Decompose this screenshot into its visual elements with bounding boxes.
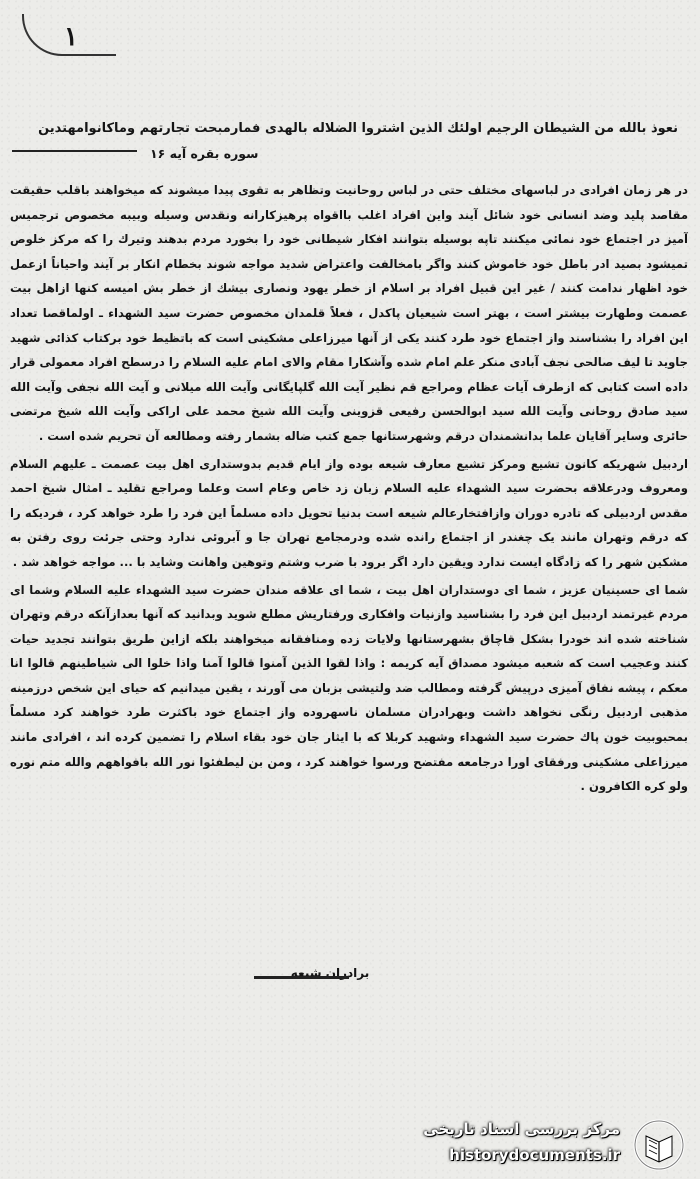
closing-signature: برادران شیعه [290,966,370,980]
header-underline [12,150,137,152]
surah-reference: سوره بقره آیه ۱۶ [150,146,259,161]
paragraph-2: اردبیل شهریکه کانون تشیع ومرکز تشیع معارف شیعه بوده واز ایام قدیم بدوستداری اهل بیت عصمت ـ علیهم السلام ومعروف ودرعلاقه بحضرت سید الشهداء علیه السلام زبان زد خاص وعام است وعلما ومراجع تقلید ـ امثال شیخ احمد مقدس اردبیلی که تادره دوران وازافتخارعالم شیعه است بدنیا تحویل داده مسلماً این فرد را طرد خواهد کرد ، فردیکه را که درقم وتهران مانند یک چغندر از اجتماع رانده شده ودرمجامع تهران جا و آبروئی ندارد وحتی جرئت روی رفتن به مشکین شهر را که زادگاه ایست ندارد ویقین دارد اگر برود با ضرب وشتم وتوهین واهانت وشاید با ... مواجه خواهد شد . [10,456,688,569]
page-number-mark [22,14,116,56]
watermark-site: historydocuments.ir [449,1146,620,1164]
book-logo-icon [632,1118,686,1172]
watermark [422,1116,692,1172]
watermark-org-name: مرکز بررسی اسناد تاریخی [423,1120,620,1138]
page-number: ۱ [64,22,78,52]
closing-underline [254,976,349,979]
paragraph-3: شما ای حسینیان عزیز ، شما ای دوستداران اهل بیت ، شما ای علاقه مندان حضرت سید الشهداء علیه السلام وشما ای مردم غیرتمند اردبیل این فرد را بشناسید وازنیات وافکاری ورفتاریش مطلع شوید وبدانید که آنها بعدازآنکه درقم وتهران شناخته شده اند خودرا بشکل قاچاق بشهرستانها ولایات زده ومنافقانه میخواهند بلکه ازاین طریق بتوانند تجدید حیات کنند وعجیب است که شعبه میشود مصداق آیه کریمه : واذا لقوا الذین آمنوا قالوا آمنا واذا خلوا الی شیاطینهم قالوا انا معکم ، پیشه نفاق آمیزی درپیش گرفته ومطالب ضد ولتیشی بزبان می آورند ، یقین میدانیم که حیای این شخص درزمینه مذهبی اردبیل رنگی نخواهد داشت وبهرادران مسلمان ناسهروده واز اجتماع خود باکثرت طرد خواهند کرد مسلماً بمحبوبیت خون پاك حضرت سید الشهداء وشهید کربلا که با ایثار جان خود بقاء اسلام را تضمین کرده اند ، افرادی مانند میرزاعلی مشکینی ورفقای اورا درجامعه مفتضح ورسوا خواهند کرد ، ومن بن لیطفئوا نور الله بافواههم والله متم نوره ولو کره الکافرون . [10,582,688,794]
document-header: نعوذ بالله من الشیطان الرجیم اولئك الذین اشتروا الضلاله بالهدی فمارمبحت تجارتهم وماکانوامهتدین [38,121,678,136]
paragraph-1: در هر زمان افرادی در لباسهای مختلف حتی در لباس روحانیت وتظاهر به تقوی پیدا میشوند که میخواهند باقلب حقیقت مقاصد پلید وضد انسانی خود شائل آیند واین افراد اغلب بااقواه پرهیزکارانه ونقدس وسیله وبیبه مخصوص ترجمیس آمیز در اجتماع خود نمائی میکنند تاپه بوسیله بتوانند افکار شیطانی خود را بخورد مردم بدهند وتیرك را که مرکز خلوص تمیشود بصید ادر باطل خود خاموش کنند واگر بامخالفت واعتراض شدید مواجه شوند بخطام انکار بر آیند واحیاناً ازعمل خود اظهار ندامت کنند / غیر این قبیل افراد بر اسلام از خطر یهود ونصاری بیشك از خطر بش امیسه کنها ازاهل بیت عصمت وطهارت بیشتر است ، بهتر است شیعیان پاکدل ، فعلاً قلمدان مخصوص حضرت سید الشهداء ـ اولماقصا تعداد این افراد را بشناسند واز اجتماع خود طرد کنند یکی از آنها میرزاعلی مشکینی است که باتظیط خود برکتاب کذائی شهید جاوید تا لیف صالحی نجف آبادی منکر علم امام شده وآشکارا مقام والای امام علیه السلام را درسطح افراد معمولی قرار داده است کتابی که ازطرف آیات عظام ومراجع قم نظیر آیت الله گلپایگانی وآیت الله میلانی و آیت الله نجفی وآیت الله سید صادق روحانی وآیت الله سید ابوالحسن رفیعی قزوینی وآیت الله شیخ محمد علی اراکی وآیت الله شیخ مرتضی حائری وسایر آقایان علما بدانشمندان درقم وشهرستانها جمع کتب ضاله بشمار رفته ومطالعه آن تحریم شده است . [10,183,688,443]
document-body [10,178,688,938]
